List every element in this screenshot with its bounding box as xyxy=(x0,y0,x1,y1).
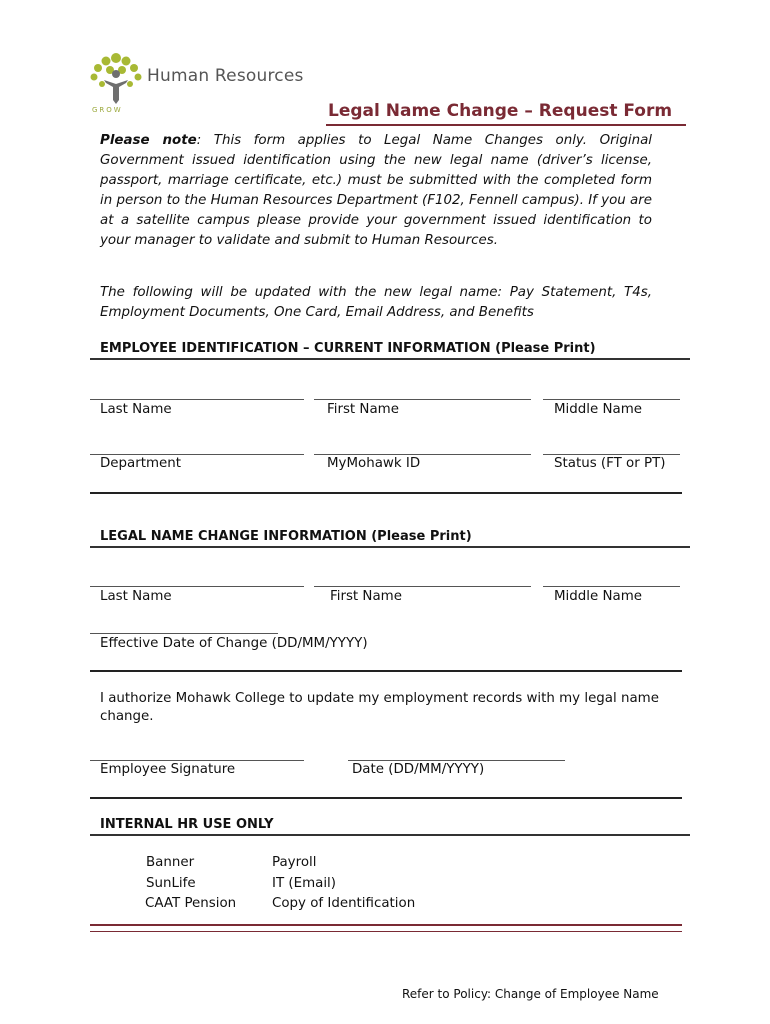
department-label: Department xyxy=(100,456,182,471)
employee-signature-field[interactable] xyxy=(90,760,304,761)
effective-date-field[interactable] xyxy=(90,633,278,634)
signature-date-label: Date (DD/MM/YYYY) xyxy=(352,762,485,777)
note-text: : This form applies to Legal Name Changes only. Original Government issued identification using the new legal name (driver’s license, passport, marriage certificate, etc.) must be submitted with the completed form in person to the Human Resources Department (F102, Fennell campus). If you are at a satellite campus please provide your government issued identification to your manager to validate and submit to Human Resources. xyxy=(100,133,652,248)
block-divider xyxy=(90,797,682,799)
block-divider xyxy=(90,670,682,672)
internal-heading: INTERNAL HR USE ONLY xyxy=(100,817,274,832)
updated-items-paragraph: The following will be updated with the new legal name: Pay Statement, T4s, Employment Documents, One Card, Email Address, and Benefits xyxy=(100,285,652,320)
page-title: Legal Name Change – Request Form xyxy=(328,101,673,121)
current-info-heading: EMPLOYEE IDENTIFICATION – CURRENT INFORMATION (Please Print) xyxy=(100,341,596,356)
logo-tagline: GROW xyxy=(92,106,123,114)
note-paragraph xyxy=(100,131,652,251)
effective-date-label: Effective Date of Change (DD/MM/YYYY) xyxy=(100,636,368,651)
mymohawk-id-field[interactable] xyxy=(314,454,531,455)
title-underline xyxy=(326,124,686,126)
current-last-name-field[interactable] xyxy=(90,399,304,400)
signature-date-field[interactable] xyxy=(348,760,565,761)
block-divider xyxy=(90,492,682,494)
authorization-text: I authorize Mohawk College to update my employment records with my legal name change. xyxy=(100,691,659,724)
org-name: Human Resources xyxy=(147,66,304,86)
section-rule xyxy=(90,546,690,548)
note-label: Please note xyxy=(100,133,197,148)
status-label: Status (FT or PT) xyxy=(554,456,666,471)
current-first-name-field[interactable] xyxy=(314,399,531,400)
new-last-name-label: Last Name xyxy=(100,589,172,604)
current-last-name-label: Last Name xyxy=(100,402,172,417)
current-middle-name-field[interactable] xyxy=(543,399,680,400)
current-middle-name-label: Middle Name xyxy=(554,402,642,417)
new-middle-name-label: Middle Name xyxy=(554,589,642,604)
mymohawk-id-label: MyMohawk ID xyxy=(327,456,421,471)
status-field[interactable] xyxy=(543,454,680,455)
banner-item: Banner xyxy=(146,855,195,870)
footer-double-rule xyxy=(90,924,682,932)
section-rule xyxy=(90,358,690,360)
internal-left-list xyxy=(145,853,236,915)
new-first-name-field[interactable] xyxy=(314,586,531,587)
copy-of-id-item: Copy of Identification xyxy=(272,896,416,911)
new-middle-name-field[interactable] xyxy=(543,586,680,587)
new-last-name-field[interactable] xyxy=(90,586,304,587)
sunlife-item: SunLife xyxy=(146,875,196,891)
internal-right-list xyxy=(272,853,415,915)
caat-pension-item: CAAT Pension xyxy=(145,896,237,911)
it-email-item: IT (Email) xyxy=(272,875,336,891)
section-rule xyxy=(90,834,690,836)
employee-signature-label: Employee Signature xyxy=(100,762,236,777)
new-first-name-label: First Name xyxy=(330,589,402,604)
policy-reference: Refer to Policy: Change of Employee Name xyxy=(402,987,659,1001)
department-field[interactable] xyxy=(90,454,304,455)
change-info-heading: LEGAL NAME CHANGE INFORMATION (Please Print) xyxy=(100,529,472,544)
current-first-name-label: First Name xyxy=(327,402,399,417)
payroll-item: Payroll xyxy=(272,855,317,870)
